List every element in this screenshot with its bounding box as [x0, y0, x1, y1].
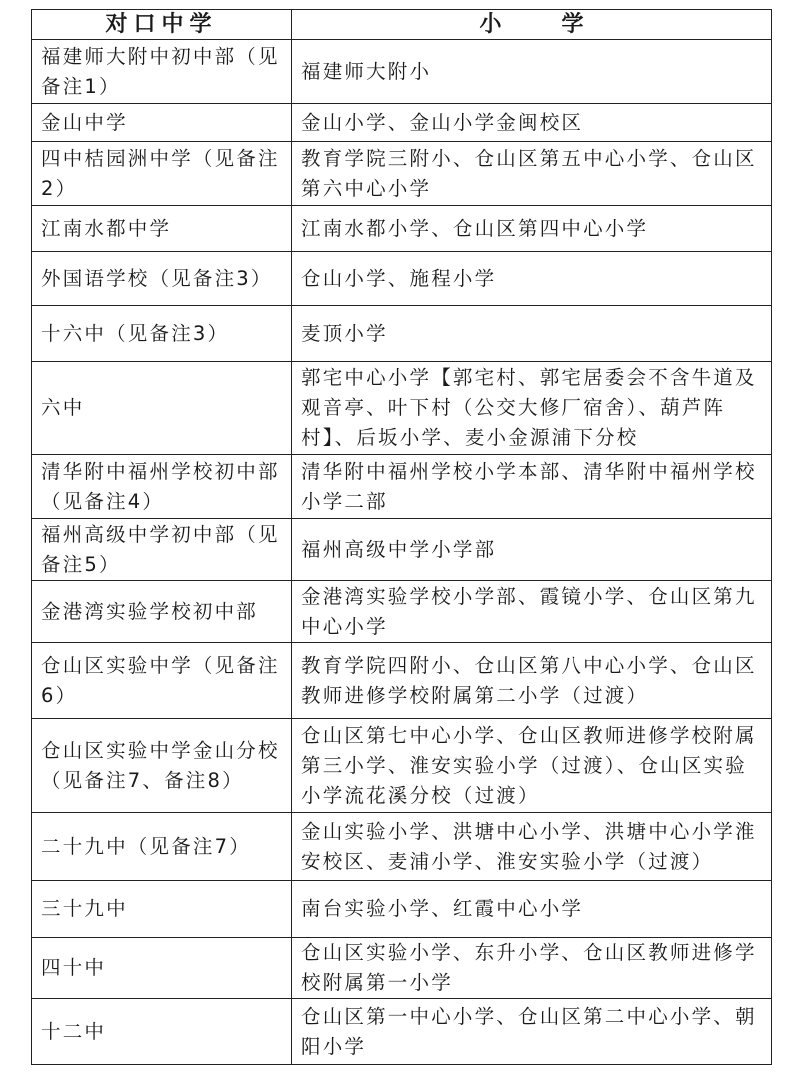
primary-school-cell: 江南水都小学、仓山区第四中心小学 [292, 206, 772, 252]
table-row [32, 40, 772, 104]
middle-school-cell: 金山中学 [32, 104, 292, 142]
table-row [32, 206, 772, 252]
middle-school-cell: 四中桔园洲中学（见备注2） [32, 142, 292, 206]
middle-school-cell: 外国语学校（见备注3） [32, 252, 292, 306]
primary-school-cell: 郭宅中心小学【郭宅村、郭宅居委会不含牛道及观音亭、叶下村（公交大修厂宿舍）、葫芦阵村】、后坂小学、麦小金源浦下分校 [292, 362, 772, 455]
table-row [32, 643, 772, 719]
primary-school-cell: 金港湾实验学校小学部、霞镜小学、仓山区第九中心小学 [292, 581, 772, 643]
middle-school-cell: 福建师大附中初中部（见备注1） [32, 40, 292, 104]
table-row [32, 999, 772, 1065]
primary-school-cell: 教育学院三附小、仓山区第五中心小学、仓山区第六中心小学 [292, 142, 772, 206]
primary-school-cell: 金山实验小学、洪塘中心小学、洪塘中心小学淮安校区、麦浦小学、淮安实验小学（过渡） [292, 813, 772, 881]
primary-school-cell: 仓山区第一中心小学、仓山区第二中心小学、朝阳小学 [292, 999, 772, 1065]
school-mapping-table [31, 9, 772, 1065]
table-row [32, 519, 772, 581]
table-row [32, 881, 772, 938]
middle-school-cell: 六中 [32, 362, 292, 455]
table-row [32, 813, 772, 881]
middle-school-cell: 十二中 [32, 999, 292, 1065]
table-row [32, 455, 772, 519]
middle-school-cell: 仓山区实验中学（见备注6） [32, 643, 292, 719]
primary-school-cell: 仓山小学、施程小学 [292, 252, 772, 306]
middle-school-cell: 三十九中 [32, 881, 292, 938]
middle-school-cell: 清华附中福州学校初中部（见备注4） [32, 455, 292, 519]
middle-school-cell: 二十九中（见备注7） [32, 813, 292, 881]
middle-school-cell: 江南水都中学 [32, 206, 292, 252]
primary-school-cell: 教育学院四附小、仓山区第八中心小学、仓山区教师进修学校附属第二小学（过渡） [292, 643, 772, 719]
table-row [32, 306, 772, 362]
middle-school-cell: 十六中（见备注3） [32, 306, 292, 362]
table-row [32, 252, 772, 306]
table-row [32, 362, 772, 455]
table-row [32, 719, 772, 813]
primary-school-cell: 麦顶小学 [292, 306, 772, 362]
table-row [32, 581, 772, 643]
primary-school-cell: 清华附中福州学校小学本部、清华附中福州学校小学二部 [292, 455, 772, 519]
header-row [32, 10, 772, 40]
middle-school-cell: 仓山区实验中学金山分校（见备注7、备注8） [32, 719, 292, 813]
primary-school-cell: 南台实验小学、红霞中心小学 [292, 881, 772, 938]
header-primary-school: 小学 [292, 10, 772, 40]
table-row [32, 142, 772, 206]
table-row [32, 938, 772, 999]
middle-school-cell: 金港湾实验学校初中部 [32, 581, 292, 643]
table-row [32, 104, 772, 142]
middle-school-cell: 四十中 [32, 938, 292, 999]
header-middle-school: 对口中学 [32, 10, 292, 40]
primary-school-cell: 金山小学、金山小学金闽校区 [292, 104, 772, 142]
primary-school-cell: 福建师大附小 [292, 40, 772, 104]
middle-school-cell: 福州高级中学初中部（见备注5） [32, 519, 292, 581]
primary-school-cell: 福州高级中学小学部 [292, 519, 772, 581]
primary-school-cell: 仓山区第七中心小学、仓山区教师进修学校附属第三小学、淮安实验小学（过渡）、仓山区实验小学流花溪分校（过渡） [292, 719, 772, 813]
primary-school-cell: 仓山区实验小学、东升小学、仓山区教师进修学校附属第一小学 [292, 938, 772, 999]
